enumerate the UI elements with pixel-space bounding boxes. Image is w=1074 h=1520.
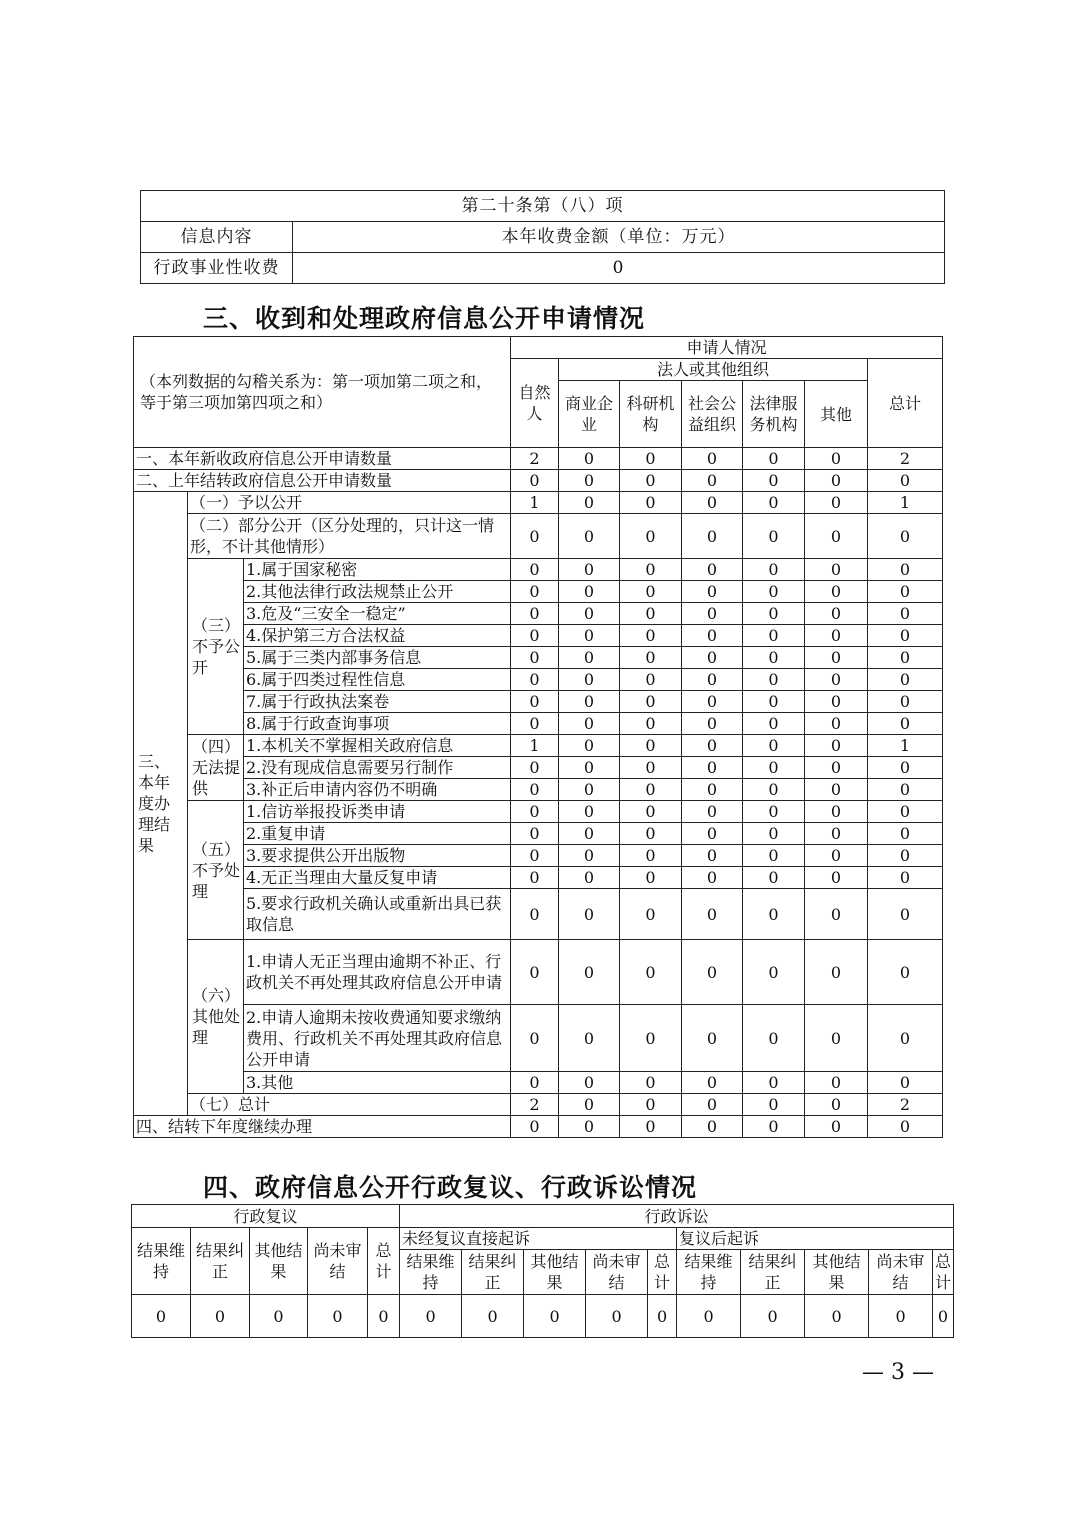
value-cell: 0 — [620, 1094, 682, 1116]
value-cell: 0 — [743, 448, 805, 470]
value-cell: 0 — [868, 581, 943, 603]
g6-group-label: （六）其他处理 — [188, 940, 244, 1094]
value-cell: 0 — [682, 940, 743, 1005]
value-cell: 0 — [682, 669, 743, 691]
value-cell: 0 — [511, 559, 559, 581]
value-cell: 0 — [559, 735, 620, 757]
value-cell: 0 — [620, 603, 682, 625]
row-label: （七）总计 — [188, 1094, 511, 1116]
g5-row — [134, 845, 943, 867]
g5-row — [134, 867, 943, 889]
value-cell: 0 — [559, 823, 620, 845]
value-cell: 0 — [868, 889, 943, 940]
value-cell: 0 — [805, 779, 868, 801]
value-cell: 0 — [511, 757, 559, 779]
value-cell: 0 — [805, 514, 868, 559]
value-cell: 2 — [511, 448, 559, 470]
value-cell: 0 — [743, 603, 805, 625]
litigation-col-3: 尚未审结 — [586, 1250, 648, 1295]
value-cell: 0 — [805, 448, 868, 470]
value-cell: 0 — [743, 647, 805, 669]
value-cell: 0 — [682, 823, 743, 845]
value-cell: 0 — [805, 559, 868, 581]
value-cell: 0 — [868, 801, 943, 823]
value-cell: 0 — [743, 559, 805, 581]
value-cell: 0 — [682, 625, 743, 647]
value-cell: 0 — [805, 845, 868, 867]
value-cell: 0 — [511, 625, 559, 647]
value-cell: 0 — [620, 779, 682, 801]
value-cell: 0 — [805, 757, 868, 779]
review-value: 0 — [400, 1295, 462, 1338]
value-cell: 0 — [559, 713, 620, 735]
row-carry-next-year — [134, 1116, 943, 1138]
g5-row — [134, 889, 943, 940]
value-cell: 0 — [620, 1116, 682, 1138]
value-cell: 0 — [682, 603, 743, 625]
org-col-0: 商业企业 — [559, 381, 620, 448]
value-cell: 2 — [511, 1094, 559, 1116]
value-cell: 0 — [743, 801, 805, 823]
review-litigation-table — [131, 1204, 954, 1338]
g6-row — [134, 1072, 943, 1094]
review-value: 0 — [805, 1295, 869, 1338]
g5-row — [134, 801, 943, 823]
value-cell: 0 — [682, 1094, 743, 1116]
value-cell: 0 — [805, 470, 868, 492]
value-cell: 0 — [868, 1116, 943, 1138]
review-value: 0 — [524, 1295, 586, 1338]
direct-suit-header: 未经复议直接起诉 — [400, 1228, 677, 1250]
value-cell: 0 — [620, 669, 682, 691]
review-value: 0 — [869, 1295, 933, 1338]
row-label: 3.其他 — [244, 1072, 511, 1094]
value-cell: 0 — [682, 735, 743, 757]
value-cell: 0 — [620, 581, 682, 603]
value-cell: 0 — [511, 470, 559, 492]
value-cell: 0 — [511, 603, 559, 625]
value-cell: 0 — [805, 735, 868, 757]
row-open — [134, 492, 943, 514]
value-cell: 0 — [620, 757, 682, 779]
value-cell: 0 — [805, 1116, 868, 1138]
review-value: 0 — [368, 1295, 400, 1338]
review-value: 0 — [308, 1295, 368, 1338]
value-cell: 0 — [511, 647, 559, 669]
review-value: 0 — [741, 1295, 805, 1338]
row-label: 4.无正当理由大量反复申请 — [244, 867, 511, 889]
row-label: 4.保护第三方合法权益 — [244, 625, 511, 647]
value-cell: 0 — [743, 581, 805, 603]
value-cell: 0 — [559, 1072, 620, 1094]
value-cell: 0 — [559, 514, 620, 559]
value-cell: 0 — [868, 940, 943, 1005]
value-cell: 0 — [559, 603, 620, 625]
value-cell: 0 — [805, 713, 868, 735]
value-cell: 0 — [868, 647, 943, 669]
value-cell: 0 — [511, 514, 559, 559]
value-cell: 0 — [682, 1116, 743, 1138]
g3-row — [134, 713, 943, 735]
value-cell: 0 — [868, 779, 943, 801]
value-cell: 0 — [743, 669, 805, 691]
value-cell: 0 — [682, 845, 743, 867]
value-cell: 0 — [511, 691, 559, 713]
value-cell: 0 — [559, 845, 620, 867]
value-cell: 0 — [620, 801, 682, 823]
row-label: 3.危及“三安全一稳定” — [244, 603, 511, 625]
review-col-3: 尚未审结 — [308, 1228, 368, 1295]
section4-title: 四、政府信息公开行政复议、行政诉讼情况 — [203, 1173, 698, 1202]
value-cell: 0 — [559, 470, 620, 492]
row-label: 6.属于四类过程性信息 — [244, 669, 511, 691]
g4-row — [134, 779, 943, 801]
g3-row — [134, 625, 943, 647]
value-cell: 0 — [559, 492, 620, 514]
value-cell: 0 — [511, 1005, 559, 1072]
row-label: 2.重复申请 — [244, 823, 511, 845]
value-cell: 0 — [805, 867, 868, 889]
value-cell: 1 — [511, 735, 559, 757]
review-col-0: 结果维持 — [132, 1228, 191, 1295]
value-cell: 0 — [511, 801, 559, 823]
value-cell: 0 — [743, 514, 805, 559]
review-value: 0 — [462, 1295, 524, 1338]
value-cell: 0 — [682, 691, 743, 713]
value-cell: 0 — [511, 889, 559, 940]
value-cell: 0 — [682, 867, 743, 889]
litigation-header: 行政诉讼 — [400, 1205, 954, 1228]
value-cell: 0 — [559, 669, 620, 691]
value-cell: 0 — [559, 1116, 620, 1138]
value-cell: 0 — [682, 559, 743, 581]
review-col-2: 其他结果 — [250, 1228, 308, 1295]
value-cell: 0 — [620, 867, 682, 889]
value-cell: 0 — [743, 492, 805, 514]
litigation-col-4: 总计 — [648, 1250, 677, 1295]
row-previous-carryover — [134, 470, 943, 492]
value-cell: 0 — [511, 1072, 559, 1094]
application-table — [133, 336, 943, 1138]
value-cell: 0 — [682, 492, 743, 514]
value-cell: 0 — [805, 691, 868, 713]
value-cell: 0 — [743, 1005, 805, 1072]
row-label: 3.要求提供公开出版物 — [244, 845, 511, 867]
value-cell: 0 — [743, 889, 805, 940]
org-col-2: 社会公益组织 — [682, 381, 743, 448]
value-cell: 0 — [868, 691, 943, 713]
value-cell: 0 — [620, 492, 682, 514]
value-cell: 0 — [868, 669, 943, 691]
row-label: 一、本年新收政府信息公开申请数量 — [134, 448, 511, 470]
value-cell: 0 — [743, 757, 805, 779]
value-cell: 0 — [805, 1005, 868, 1072]
value-cell: 0 — [511, 1116, 559, 1138]
value-cell: 0 — [743, 845, 805, 867]
value-cell: 0 — [743, 625, 805, 647]
value-cell: 0 — [743, 867, 805, 889]
section3-title: 三、收到和处理政府信息公开申请情况 — [203, 304, 646, 333]
value-cell: 0 — [682, 889, 743, 940]
result-group-label: 三、本年度办理结果 — [134, 492, 188, 1116]
value-cell: 1 — [868, 735, 943, 757]
value-cell: 0 — [559, 940, 620, 1005]
value-cell: 0 — [511, 940, 559, 1005]
value-cell: 0 — [868, 713, 943, 735]
g3-row — [134, 669, 943, 691]
row-partial-open — [134, 514, 943, 559]
value-cell: 0 — [743, 691, 805, 713]
value-cell: 0 — [511, 581, 559, 603]
row-label: 1.信访举报投诉类申请 — [244, 801, 511, 823]
review-value: 0 — [933, 1295, 954, 1338]
value-cell: 0 — [620, 691, 682, 713]
fee-row-label: 行政事业性收费 — [141, 253, 293, 284]
g6-row — [134, 940, 943, 1005]
value-cell: 0 — [805, 603, 868, 625]
g5-group-label: （五）不予处理 — [188, 801, 244, 940]
row-total — [134, 1094, 943, 1116]
value-cell: 1 — [868, 492, 943, 514]
row-label: 二、上年结转政府信息公开申请数量 — [134, 470, 511, 492]
value-cell: 0 — [868, 625, 943, 647]
litigation-col-0: 结果维持 — [677, 1250, 741, 1295]
row-label: 7.属于行政执法案卷 — [244, 691, 511, 713]
value-cell: 0 — [682, 801, 743, 823]
value-cell: 0 — [559, 581, 620, 603]
value-cell: 0 — [868, 845, 943, 867]
value-cell: 0 — [620, 647, 682, 669]
page-number: — 3 — — [862, 1360, 934, 1385]
row-label: 1.本机关不掌握相关政府信息 — [244, 735, 511, 757]
value-cell: 0 — [682, 647, 743, 669]
header-row-1 — [134, 337, 943, 359]
fee-table-header: 第二十条第（八）项 — [141, 191, 945, 222]
fee-col-amount: 本年收费金额（单位：万元） — [293, 222, 945, 253]
value-cell: 0 — [868, 603, 943, 625]
value-cell: 0 — [743, 823, 805, 845]
row-label: 3.补正后申请内容仍不明确 — [244, 779, 511, 801]
value-cell: 0 — [868, 757, 943, 779]
value-cell: 0 — [620, 713, 682, 735]
value-cell: 0 — [559, 889, 620, 940]
value-cell: 0 — [805, 647, 868, 669]
value-cell: 0 — [559, 559, 620, 581]
review-value: 0 — [677, 1295, 741, 1338]
value-cell: 0 — [682, 514, 743, 559]
value-cell: 0 — [620, 940, 682, 1005]
value-cell: 0 — [868, 1005, 943, 1072]
value-cell: 0 — [805, 625, 868, 647]
value-cell: 0 — [620, 448, 682, 470]
review-value: 0 — [586, 1295, 648, 1338]
value-cell: 0 — [559, 647, 620, 669]
value-cell: 0 — [805, 492, 868, 514]
fee-row-value: 0 — [293, 253, 945, 284]
value-cell: 0 — [559, 691, 620, 713]
value-cell: 0 — [620, 823, 682, 845]
value-cell: 0 — [511, 669, 559, 691]
value-cell: 0 — [559, 448, 620, 470]
value-cell: 0 — [743, 1072, 805, 1094]
value-cell: 0 — [511, 823, 559, 845]
value-cell: 0 — [682, 1072, 743, 1094]
org-col-1: 科研机构 — [620, 381, 682, 448]
g3-row — [134, 647, 943, 669]
value-cell: 0 — [682, 448, 743, 470]
value-cell: 0 — [805, 1072, 868, 1094]
value-cell: 0 — [743, 1094, 805, 1116]
value-cell: 0 — [743, 779, 805, 801]
value-cell: 0 — [682, 1005, 743, 1072]
row-label: 2.没有现成信息需要另行制作 — [244, 757, 511, 779]
value-cell: 0 — [743, 470, 805, 492]
fee-table — [140, 190, 945, 284]
value-cell: 0 — [682, 713, 743, 735]
g3-group-label: （三）不予公开 — [188, 559, 244, 735]
litigation-col-2: 其他结果 — [805, 1250, 869, 1295]
g5-row — [134, 823, 943, 845]
value-cell: 0 — [559, 625, 620, 647]
value-cell: 0 — [682, 470, 743, 492]
value-cell: 0 — [620, 470, 682, 492]
value-cell: 0 — [682, 779, 743, 801]
row-label: 8.属于行政查询事项 — [244, 713, 511, 735]
org-col-3: 法律服务机构 — [743, 381, 805, 448]
review-value: 0 — [648, 1295, 677, 1338]
value-cell: 0 — [511, 713, 559, 735]
review-col-4: 总计 — [368, 1228, 400, 1295]
value-cell: 0 — [805, 889, 868, 940]
value-cell: 0 — [511, 845, 559, 867]
org-col-4: 其他 — [805, 381, 868, 448]
table-note: （本列数据的勾稽关系为：第一项加第二项之和，等于第三项加第四项之和） — [134, 337, 511, 448]
g4-group-label: （四）无法提供 — [188, 735, 244, 801]
row-label: 5.要求行政机关确认或重新出具已获取信息 — [244, 889, 511, 940]
value-cell: 0 — [511, 779, 559, 801]
review-value: 0 — [132, 1295, 191, 1338]
value-cell: 0 — [620, 735, 682, 757]
litigation-col-3: 尚未审结 — [869, 1250, 933, 1295]
litigation-col-0: 结果维持 — [400, 1250, 462, 1295]
row-label: 1.属于国家秘密 — [244, 559, 511, 581]
value-cell: 0 — [682, 757, 743, 779]
row-new-applications — [134, 448, 943, 470]
value-cell: 0 — [620, 514, 682, 559]
value-cell: 0 — [868, 1072, 943, 1094]
g3-row — [134, 603, 943, 625]
review-col-1: 结果纠正 — [191, 1228, 250, 1295]
total-header: 总计 — [868, 359, 943, 448]
row-label: 1.申请人无正当理由逾期不补正、行政机关不再处理其政府信息公开申请 — [244, 940, 511, 1005]
litigation-col-4: 总计 — [933, 1250, 954, 1295]
value-cell: 0 — [868, 867, 943, 889]
g4-row — [134, 735, 943, 757]
review-value: 0 — [191, 1295, 250, 1338]
fee-col-info: 信息内容 — [141, 222, 293, 253]
value-cell: 0 — [868, 823, 943, 845]
g4-row — [134, 757, 943, 779]
litigation-col-2: 其他结果 — [524, 1250, 586, 1295]
value-cell: 0 — [743, 940, 805, 1005]
g3-row — [134, 581, 943, 603]
review-values-row — [132, 1295, 954, 1338]
value-cell: 2 — [868, 448, 943, 470]
value-cell: 0 — [868, 514, 943, 559]
value-cell: 0 — [620, 1072, 682, 1094]
value-cell: 0 — [620, 845, 682, 867]
value-cell: 0 — [620, 625, 682, 647]
value-cell: 0 — [559, 1094, 620, 1116]
review-header-1 — [132, 1205, 954, 1228]
value-cell: 2 — [868, 1094, 943, 1116]
value-cell: 0 — [743, 1116, 805, 1138]
value-cell: 0 — [682, 581, 743, 603]
value-cell: 0 — [805, 801, 868, 823]
value-cell: 0 — [805, 581, 868, 603]
value-cell: 0 — [743, 735, 805, 757]
litigation-col-1: 结果纠正 — [741, 1250, 805, 1295]
review-header-2 — [132, 1228, 954, 1250]
value-cell: 0 — [559, 801, 620, 823]
value-cell: 0 — [805, 940, 868, 1005]
value-cell: 0 — [868, 470, 943, 492]
value-cell: 0 — [743, 713, 805, 735]
row-label: 5.属于三类内部事务信息 — [244, 647, 511, 669]
value-cell: 0 — [620, 559, 682, 581]
value-cell: 0 — [559, 779, 620, 801]
row-label: （一）予以公开 — [188, 492, 511, 514]
review-header: 行政复议 — [132, 1205, 400, 1228]
row-label: （二）部分公开（区分处理的，只计这一情形，不计其他情形） — [188, 514, 511, 559]
value-cell: 0 — [805, 669, 868, 691]
row-label: 2.申请人逾期未按收费通知要求缴纳费用、行政机关不再处理其政府信息公开申请 — [244, 1005, 511, 1072]
g3-row — [134, 691, 943, 713]
value-cell: 0 — [559, 867, 620, 889]
after-review-header: 复议后起诉 — [677, 1228, 954, 1250]
value-cell: 0 — [559, 1005, 620, 1072]
value-cell: 0 — [620, 1005, 682, 1072]
row-label: 2.其他法律行政法规禁止公开 — [244, 581, 511, 603]
value-cell: 0 — [511, 867, 559, 889]
org-header: 法人或其他组织 — [559, 359, 868, 381]
value-cell: 1 — [511, 492, 559, 514]
natural-person-header: 自然人 — [511, 359, 559, 448]
review-value: 0 — [250, 1295, 308, 1338]
litigation-col-1: 结果纠正 — [462, 1250, 524, 1295]
row-label: 四、结转下年度继续办理 — [134, 1116, 511, 1138]
value-cell: 0 — [559, 757, 620, 779]
applicant-header: 申请人情况 — [511, 337, 943, 359]
g3-row — [134, 559, 943, 581]
value-cell: 0 — [805, 823, 868, 845]
g6-row — [134, 1005, 943, 1072]
value-cell: 0 — [868, 559, 943, 581]
value-cell: 0 — [620, 889, 682, 940]
value-cell: 0 — [805, 1094, 868, 1116]
